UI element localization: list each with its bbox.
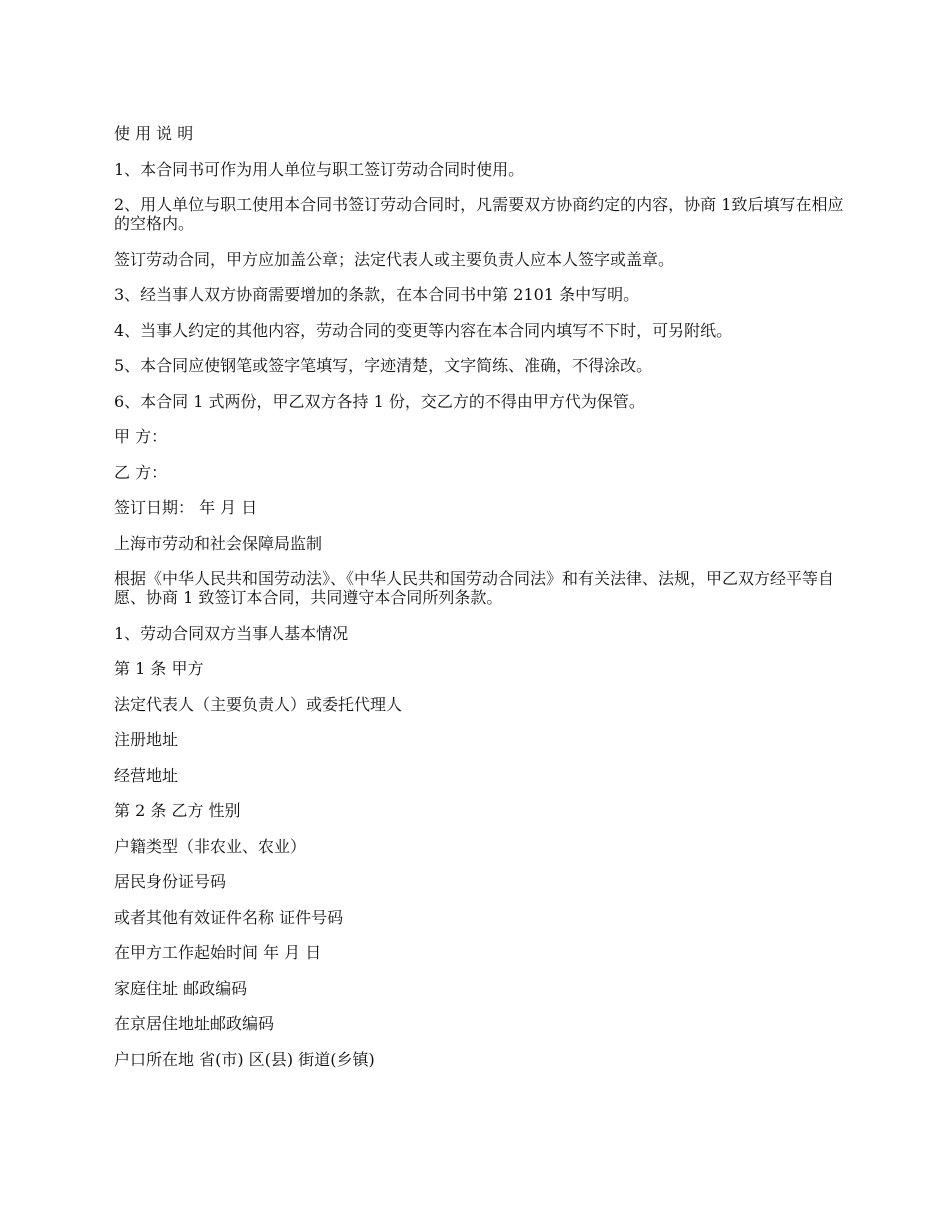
supervisor-line: 上海市劳动和社会保障局监制 <box>114 533 323 553</box>
household-type-field: 户籍类型（非农业、农业） <box>114 836 307 856</box>
instruction-4: 4、当事人约定的其他内容，劳动合同的变更等内容在本合同内填写不下时，可另附纸。 <box>114 320 733 340</box>
instruction-5: 5、本合同应使钢笔或签字笔填写，字迹清楚，文字简练、准确，不得涂改。 <box>114 356 653 375</box>
registered-address-field: 注册地址 <box>114 730 179 749</box>
party-b-label: 乙 方： <box>114 462 168 482</box>
signing-date-label: 签订日期： 年 月 日 <box>114 498 258 517</box>
instruction-3: 3、经当事人双方协商需要增加的条款，在本合同书中第 2101 条中写明。 <box>114 285 640 304</box>
contract-preamble: 根据《中华人民共和国劳动法》、《中华人民共和国劳动合同法》和有关法律、法规，甲乙双方经平等自愿、协商 1 致签订本合同，共同遵守本合同所列条款。 <box>114 569 835 607</box>
hukou-location-field: 户口所在地 省(市) 区(县) 街道(乡镇) <box>114 1049 375 1069</box>
instruction-seal-note: 签订劳动合同，甲方应加盖公章；法定代表人或主要负责人应本人签字或盖章。 <box>114 249 675 269</box>
instruction-2: 2、用人单位与职工使用本合同书签订劳动合同时，凡需要双方协商约定的内容，协商 1致后填写在相应的空格内。 <box>114 195 844 233</box>
home-address-field: 家庭住址 邮政编码 <box>114 978 248 998</box>
section-1-heading: 1、劳动合同双方当事人基本情况 <box>114 623 349 643</box>
beijing-address-field: 在京居住地址邮政编码 <box>114 1014 275 1033</box>
start-date-field: 在甲方工作起始时间 年 月 日 <box>114 943 322 962</box>
party-a-label: 甲 方： <box>114 427 168 446</box>
instructions-heading: 使 用 说 明 <box>114 124 194 143</box>
other-id-field: 或者其他有效证件名称 证件号码 <box>114 907 344 927</box>
business-address-field: 经营地址 <box>114 765 179 785</box>
id-number-field: 居民身份证号码 <box>114 872 227 891</box>
article-1-party-a: 第 1 条 甲方 <box>114 659 204 678</box>
article-2-party-b: 第 2 条 乙方 性别 <box>114 801 241 820</box>
document-body <box>114 124 844 1085</box>
legal-representative-field: 法定代表人（主要负责人）或委托代理人 <box>114 694 403 714</box>
instruction-1: 1、本合同书可作为用人单位与职工签订劳动合同时使用。 <box>114 159 525 179</box>
instruction-6: 6、本合同 1 式两份，甲乙双方各持 1 份，交乙方的不得由甲方代为保管。 <box>114 391 645 411</box>
